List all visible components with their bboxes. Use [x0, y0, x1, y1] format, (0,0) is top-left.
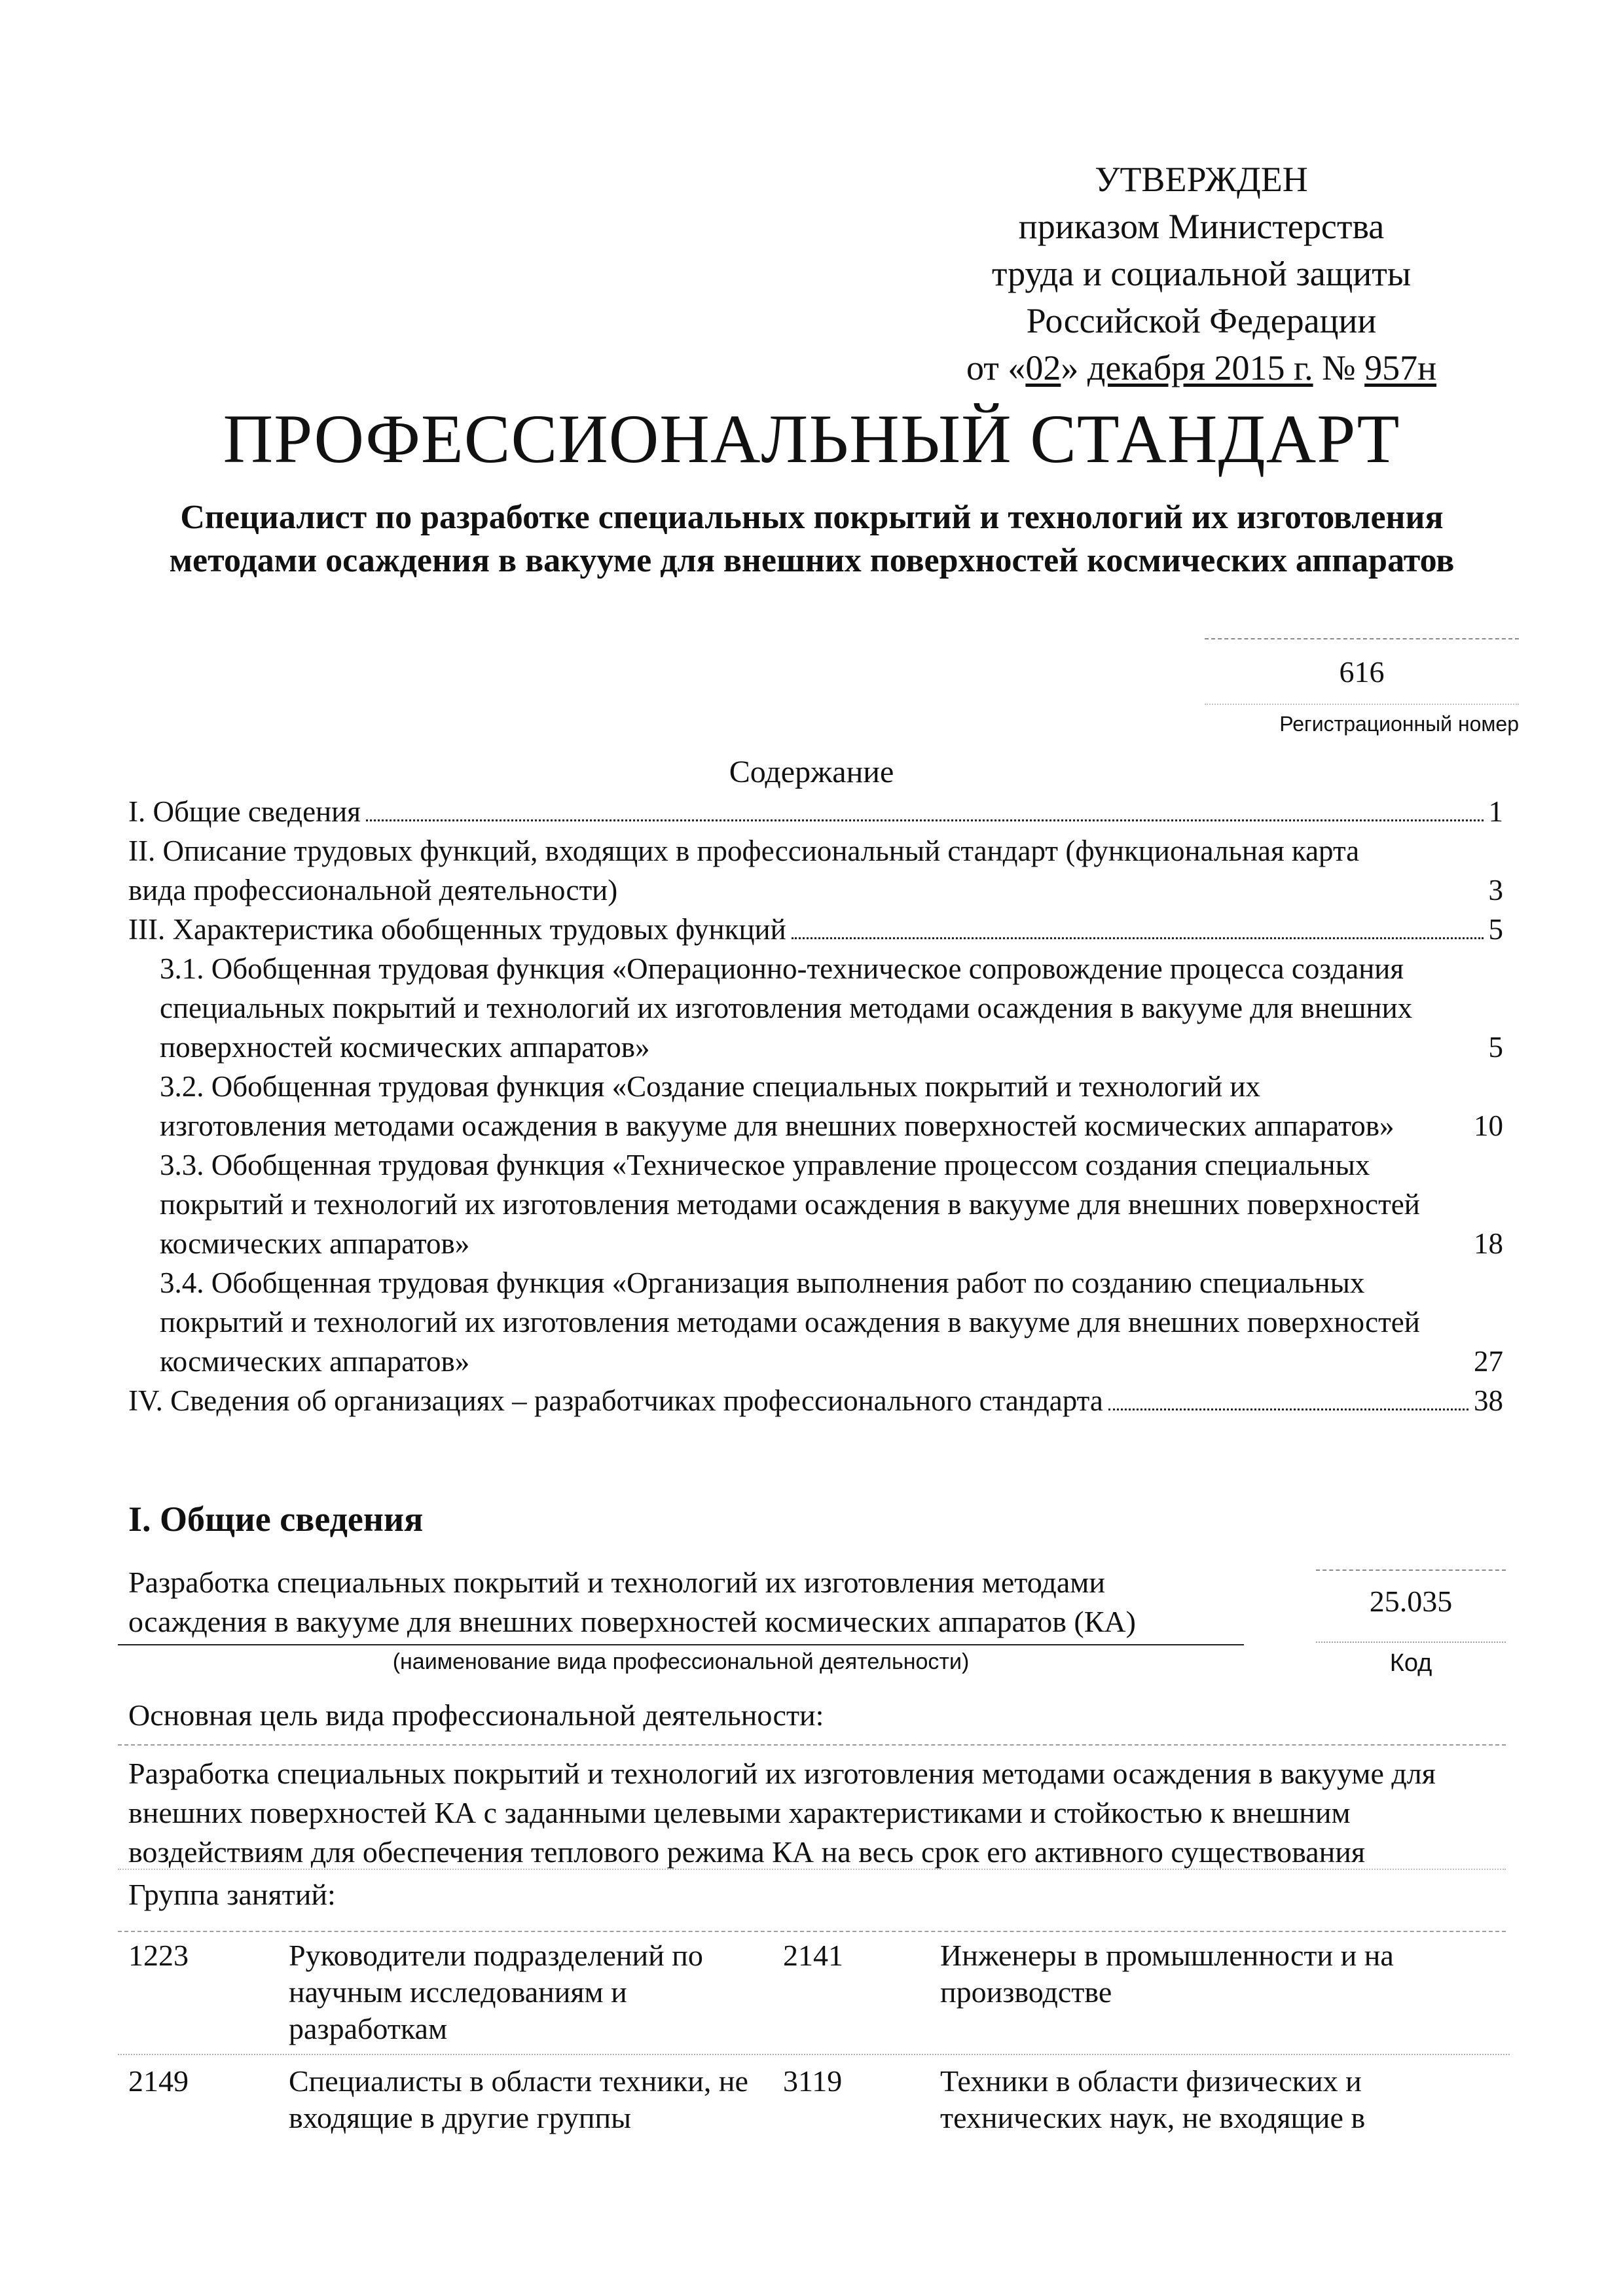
date-day: 02 [1025, 348, 1061, 387]
occupation-name: Руководители подразделений по научным исследованиям и разработкам [289, 1939, 703, 2045]
approval-line: Российской Федерации [1026, 301, 1377, 340]
toc-page-number: 27 [1474, 1345, 1503, 1378]
toc-entry-text: I. Общие сведения [128, 795, 361, 828]
toc-entry[interactable] [128, 792, 1503, 831]
activity-underline [118, 1644, 1244, 1645]
toc-leader [1108, 1408, 1468, 1410]
activity-caption: (наименование вида профессиональной деятельности) [392, 1649, 970, 1674]
registration-rule [1205, 638, 1519, 639]
toc-page-number: 5 [1488, 913, 1503, 946]
table-row-divider [118, 2054, 1510, 2055]
occupation-group-rule [118, 1931, 1506, 1932]
code-label: Код [1389, 1649, 1432, 1677]
approval-line: труда и социальной защиты [991, 254, 1412, 293]
order-number-prefix: № [1313, 348, 1365, 387]
approval-date-line [851, 344, 1552, 391]
toc-entry[interactable] [160, 1145, 1503, 1263]
toc-leader [792, 937, 1484, 939]
occupation-name: Специалисты в области техники, не входящие в другие группы [289, 2064, 748, 2134]
toc-entry-text: 3.2. Обобщенная трудовая функция «Создание специальных покрытий и технологий их изготовления методами осаждения в вакууме для внешних поверхностей космических аппаратов» [160, 1070, 1395, 1142]
goal-rule [118, 1869, 1506, 1870]
occupation-name: Техники в области физических и технических наук, не входящие в [940, 2064, 1366, 2134]
occupation-name: Инженеры в промышленности и на производстве [940, 1939, 1394, 2009]
toc-entry-text: II. Описание трудовых функций, входящих в профессиональный стандарт (функциональная карта вида профессиональной деятельности) [128, 834, 1360, 906]
goal-label: Основная цель вида профессиональной деятельности: [128, 1698, 824, 1732]
registration-label: Регистрационный номер [1279, 712, 1519, 736]
toc-entry[interactable] [160, 949, 1503, 1067]
toc-entry-text: 3.3. Обобщенная трудовая функция «Техническое управление процессом создания специальных покрытий и технологий их изготовления методами осаждения в вакууме для внешних поверхностей космических аппаратов» [160, 1149, 1420, 1260]
occupation-code: 2141 [783, 1939, 843, 1972]
activity-code: 25.035 [1369, 1585, 1453, 1618]
toc-page-number: 1 [1488, 795, 1503, 828]
table-of-contents [128, 792, 1503, 1420]
goal-rule [118, 1744, 1506, 1746]
goal-text: Разработка специальных покрытий и технологий их изготовления методами осаждения в вакууме для внешних поверхностей КА с заданными целевыми характеристиками и стойкостью к внешним воздействиям для обеспечения теплового режима КА на весь срок его активного существования [128, 1757, 1436, 1869]
occupation-group-label: Группа занятий: [128, 1878, 336, 1911]
approval-line: приказом Министерства [1018, 207, 1385, 246]
toc-entry-text: III. Характеристика обобщенных трудовых функций [128, 913, 786, 946]
contents-heading: Содержание [729, 755, 894, 789]
registration-rule [1205, 704, 1519, 705]
occupation-code: 1223 [128, 1939, 189, 1972]
occupation-code: 3119 [783, 2064, 843, 2098]
section-title: I. Общие сведения [128, 1499, 424, 1539]
toc-page-number: 10 [1474, 1109, 1503, 1142]
toc-entry[interactable] [128, 831, 1503, 910]
occupation-code: 2149 [128, 2064, 189, 2098]
toc-entry-text: 3.4. Обобщенная трудовая функция «Организация выполнения работ по созданию специальных покрытий и технологий их изготовления методами осаждения в вакууме для внешних поверхностей космических аппаратов» [160, 1266, 1420, 1378]
document-title: ПРОФЕССИОНАЛЬНЫЙ СТАНДАРТ [223, 401, 1400, 477]
toc-entry[interactable] [128, 910, 1503, 949]
table-row [128, 1937, 1510, 2047]
toc-entry[interactable] [160, 1263, 1503, 1381]
toc-page-number: 18 [1474, 1227, 1503, 1260]
date-prefix: от « [966, 348, 1026, 387]
approval-heading: УТВЕРЖДЕН [1095, 160, 1308, 199]
toc-page-number: 5 [1488, 1031, 1503, 1064]
toc-page-number: 38 [1474, 1384, 1503, 1417]
toc-entry-text: 3.1. Обобщенная трудовая функция «Операционно-техническое сопровождение процесса создания специальных покрытий и технологий их изготовления методами осаждения в вакууме для внешних поверхностей космических аппаратов» [160, 952, 1413, 1064]
code-rule [1316, 1570, 1506, 1571]
document-subtitle: Специалист по разработке специальных покрытий и технологий их изготовления методами осаждения в вакууме для внешних поверхностей космических аппаратов [169, 499, 1455, 579]
activity-name: Разработка специальных покрытий и технологий их изготовления методами осаждения в вакууме для внешних поверхностей космических аппаратов (КА) [128, 1566, 1136, 1638]
toc-leader [366, 819, 1484, 821]
approval-block [851, 156, 1552, 391]
toc-entry[interactable] [128, 1381, 1503, 1420]
date-month-year: декабря 2015 г. [1087, 348, 1313, 387]
toc-entry[interactable] [160, 1067, 1503, 1145]
table-row [128, 2063, 1510, 2136]
code-rule [1316, 1641, 1506, 1643]
toc-entry-text: IV. Сведения об организациях – разработчиках профессионального стандарта [128, 1384, 1103, 1417]
toc-page-number: 3 [1488, 874, 1503, 906]
date-mid: » [1061, 348, 1087, 387]
occupation-group-table [128, 1937, 1510, 2136]
order-number: 957н [1364, 348, 1437, 387]
registration-number: 616 [1339, 655, 1385, 689]
